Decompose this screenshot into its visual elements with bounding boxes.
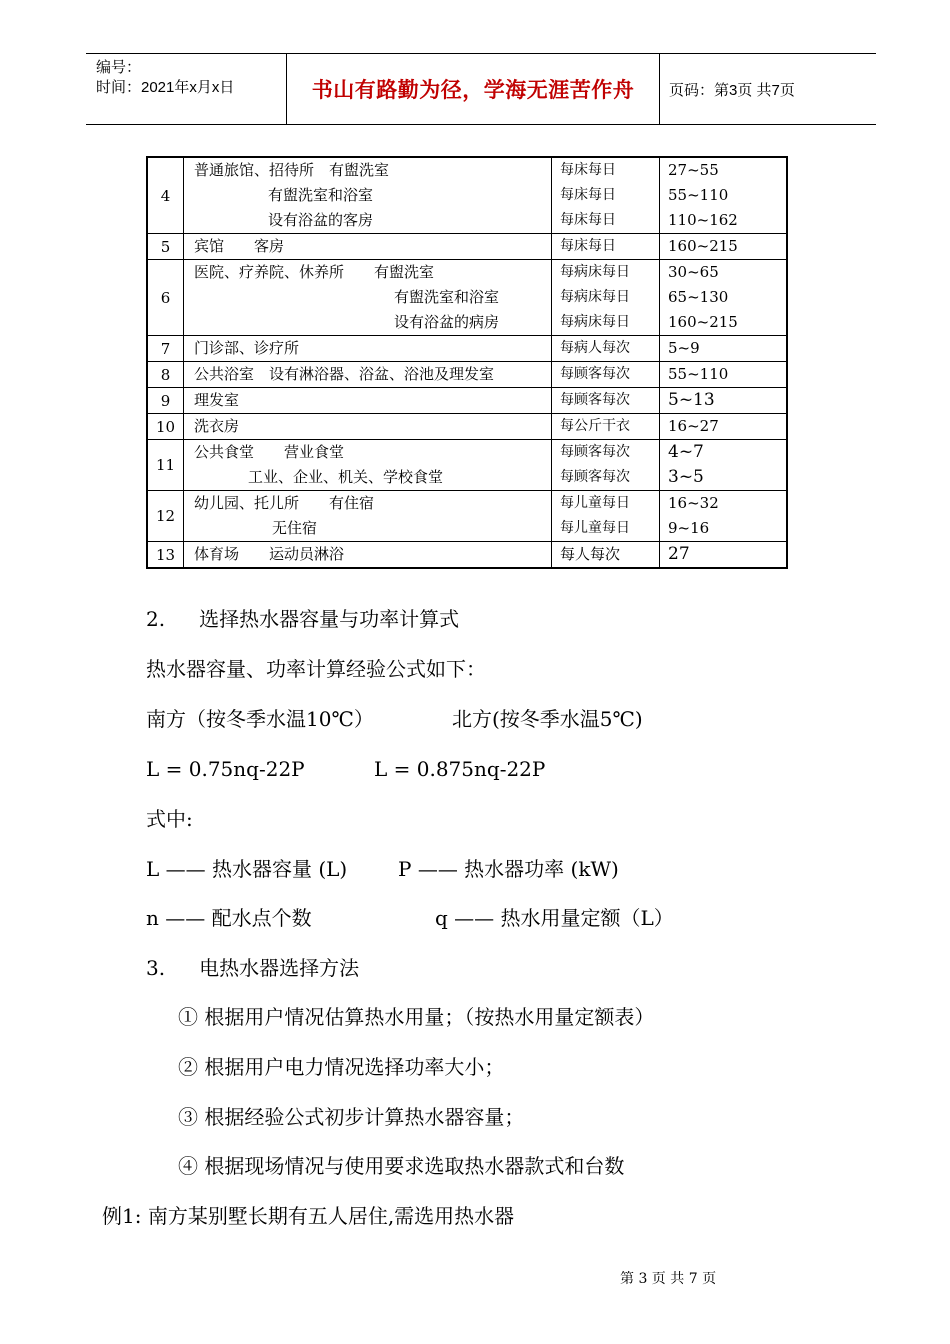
quota-value: 27~55 xyxy=(668,161,719,179)
facility-name-cell xyxy=(184,440,552,491)
definition-P: P —— 热水器功率 (kW) xyxy=(398,857,619,881)
quota-unit: 每病床每日 xyxy=(560,289,630,305)
formula-north: L = 0.875nq-22P xyxy=(374,757,546,781)
quota-unit-cell xyxy=(552,234,660,260)
quota-unit: 每公斤干衣 xyxy=(560,418,630,434)
section-title: 电热水器选择方法 xyxy=(199,956,360,980)
quota-unit-cell xyxy=(552,362,660,388)
section-number: 3. xyxy=(146,956,166,980)
facility-name-cell xyxy=(184,542,552,569)
quota-value: 27 xyxy=(668,544,690,564)
facility-name-cell xyxy=(184,234,552,260)
quota-value: 16~32 xyxy=(668,494,719,512)
table-row xyxy=(147,336,787,362)
table-body xyxy=(147,157,787,568)
quota-unit: 每顾客每次 xyxy=(560,444,630,460)
south-label: 南方（按冬季水温10℃） xyxy=(146,707,374,731)
quota-value-cell xyxy=(660,234,788,260)
row-number: 12 xyxy=(147,491,184,542)
table-row xyxy=(147,491,787,542)
quota-unit: 每床每日 xyxy=(560,162,616,178)
step-4: ④ 根据现场情况与使用要求选取热水器款式和台数 xyxy=(178,1154,625,1178)
facility-name: 体育场 运动员淋浴 xyxy=(194,545,345,563)
table-row xyxy=(147,414,787,440)
formula-south: L = 0.75nq-22P xyxy=(146,757,305,781)
facility-name: 设有浴盆的病房 xyxy=(394,313,500,331)
quota-unit: 每病人每次 xyxy=(560,340,630,356)
facility-name: 普通旅馆、招待所 有盥洗室 xyxy=(194,161,390,179)
quota-unit: 每顾客每次 xyxy=(560,366,630,382)
facility-name: 无住宿 xyxy=(272,519,318,537)
quota-value-cell xyxy=(660,260,788,336)
quota-value-cell xyxy=(660,388,788,414)
quota-unit: 每床每日 xyxy=(560,187,616,203)
quota-unit-cell xyxy=(552,491,660,542)
quota-value: 5~13 xyxy=(668,390,715,410)
quota-value: 160~215 xyxy=(668,237,738,255)
step-1: ① 根据用户情况估算热水用量；（按热水用量定额表） xyxy=(178,1005,655,1029)
row-number: 7 xyxy=(147,336,184,362)
quota-unit: 每人每次 xyxy=(560,545,621,563)
facility-name-cell xyxy=(184,260,552,336)
facility-name: 工业、企业、机关、学校食堂 xyxy=(248,468,444,486)
table-row xyxy=(147,157,787,234)
row-number: 6 xyxy=(147,260,184,336)
quota-unit-cell xyxy=(552,388,660,414)
quota-unit: 每床每日 xyxy=(560,212,616,228)
facility-name-cell xyxy=(184,414,552,440)
example-1: 例1: 南方某别墅长期有五人居住,需选用热水器 xyxy=(102,1204,515,1228)
facility-name-cell xyxy=(184,491,552,542)
row-number: 11 xyxy=(147,440,184,491)
quota-value-cell xyxy=(660,336,788,362)
facility-name: 理发室 xyxy=(194,391,240,409)
step-3: ③ 根据经验公式初步计算热水器容量； xyxy=(178,1105,525,1129)
facility-name-cell xyxy=(184,157,552,234)
hot-water-quota-table xyxy=(146,156,788,569)
row-number: 4 xyxy=(147,157,184,234)
table-row xyxy=(147,362,787,388)
quota-value: 160~215 xyxy=(668,313,738,331)
quota-value-cell xyxy=(660,362,788,388)
definition-n: n —— 配水点个数 xyxy=(146,906,312,930)
facility-name: 公共食堂 营业食堂 xyxy=(194,443,345,461)
quota-unit-cell xyxy=(552,414,660,440)
quota-value: 65~130 xyxy=(668,288,729,306)
quota-unit: 每儿童每日 xyxy=(560,495,630,511)
quota-value: 4~7 xyxy=(668,442,704,462)
facility-name: 有盥洗室和浴室 xyxy=(394,288,500,306)
quota-value: 30~65 xyxy=(668,263,719,281)
header-divider xyxy=(659,54,660,124)
quota-unit: 每顾客每次 xyxy=(560,392,630,408)
table-row xyxy=(147,234,787,260)
facility-name: 宾馆 客房 xyxy=(194,237,285,255)
definition-q: q —— 热水用量定额（L） xyxy=(435,906,674,930)
header-time-label: 时间：2021年x月x日 xyxy=(96,79,235,96)
quota-value: 5~9 xyxy=(668,339,700,357)
section-title: 选择热水器容量与功率计算式 xyxy=(199,607,460,631)
quota-unit: 每儿童每日 xyxy=(560,520,630,536)
page-footer: 第 3 页 共 7 页 xyxy=(620,1271,717,1287)
quota-unit: 每病床每日 xyxy=(560,314,630,330)
quota-value-cell xyxy=(660,491,788,542)
quota-unit: 每病床每日 xyxy=(560,264,630,280)
quota-value: 9~16 xyxy=(668,519,710,537)
step-2: ② 根据用户电力情况选择功率大小； xyxy=(178,1055,505,1079)
facility-name: 医院、疗养院、休养所 有盥洗室 xyxy=(194,263,435,281)
quota-unit-cell xyxy=(552,440,660,491)
section-2-heading xyxy=(146,606,459,632)
quota-value-cell xyxy=(660,542,788,569)
table-row xyxy=(147,260,787,336)
quota-value: 55~110 xyxy=(668,186,729,204)
where-label: 式中: xyxy=(146,807,193,831)
row-number: 5 xyxy=(147,234,184,260)
facility-name: 洗衣房 xyxy=(194,417,240,435)
quota-unit: 每顾客每次 xyxy=(560,469,630,485)
page-header xyxy=(86,53,876,125)
north-label: 北方(按冬季水温5℃) xyxy=(452,707,643,731)
definition-L: L —— 热水器容量 (L) xyxy=(146,857,348,881)
row-number: 10 xyxy=(147,414,184,440)
facility-name: 公共浴室 设有淋浴器、浴盆、浴池及理发室 xyxy=(194,365,495,383)
quota-value: 3~5 xyxy=(668,467,704,487)
section-number: 2. xyxy=(146,607,166,631)
header-number-label: 编号： xyxy=(96,59,142,76)
quota-value-cell xyxy=(660,414,788,440)
facility-name: 门诊部、诊疗所 xyxy=(194,339,300,357)
quota-unit-cell xyxy=(552,157,660,234)
section-2-intro: 热水器容量、功率计算经验公式如下： xyxy=(146,657,486,681)
header-motto: 书山有路勤为径，学海无涯苦作舟 xyxy=(311,78,635,102)
header-page-label: 页码：第3页 共7页 xyxy=(669,82,795,99)
quota-value-cell xyxy=(660,440,788,491)
quota-value: 110~162 xyxy=(668,211,738,229)
quota-value: 55~110 xyxy=(668,365,729,383)
facility-name: 幼儿园、托儿所 有住宿 xyxy=(194,494,375,512)
quota-unit-cell xyxy=(552,336,660,362)
quota-unit-cell xyxy=(552,542,660,569)
section-3-heading xyxy=(146,955,359,981)
table-row xyxy=(147,542,787,569)
facility-name-cell xyxy=(184,362,552,388)
quota-value: 16~27 xyxy=(668,417,719,435)
row-number: 9 xyxy=(147,388,184,414)
row-number: 8 xyxy=(147,362,184,388)
row-number: 13 xyxy=(147,542,184,569)
quota-unit: 每床每日 xyxy=(560,238,616,254)
header-meta xyxy=(96,58,234,98)
facility-name-cell xyxy=(184,336,552,362)
table-row xyxy=(147,440,787,491)
facility-name-cell xyxy=(184,388,552,414)
quota-unit-cell xyxy=(552,260,660,336)
quota-value-cell xyxy=(660,157,788,234)
table-row xyxy=(147,388,787,414)
facility-name: 设有浴盆的客房 xyxy=(268,211,374,229)
facility-name: 有盥洗室和浴室 xyxy=(268,186,374,204)
